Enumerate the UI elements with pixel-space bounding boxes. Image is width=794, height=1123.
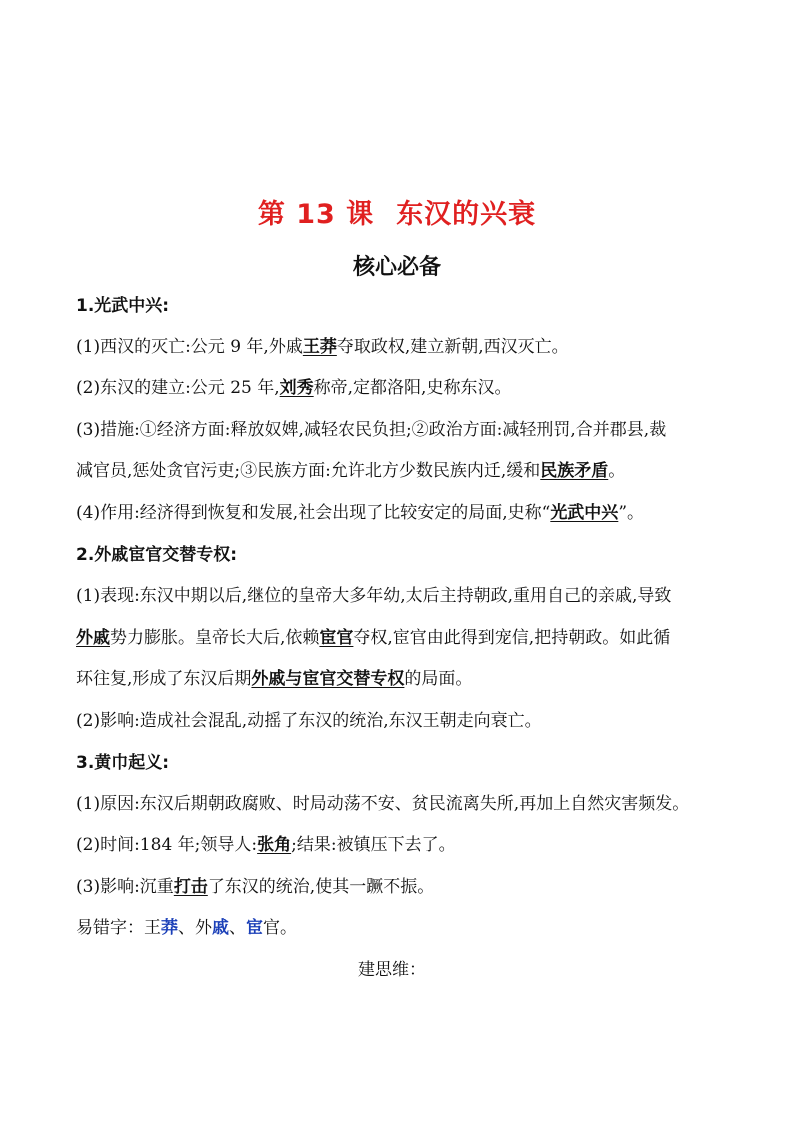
paragraph: (2)时间:184 年;领导人:张角;结果:被镇压下去了。 bbox=[76, 835, 456, 855]
paragraph: (3)影响:沉重打击了东汉的统治,使其一蹶不振。 bbox=[76, 877, 435, 897]
section-heading-2: 2.外戚宦官交替专权: bbox=[76, 545, 238, 565]
paragraph: (1)原因:东汉后期朝政腐败、时局动荡不安、贫民流离失所,再加上自然灾害频发。 bbox=[76, 794, 690, 814]
paragraph: (2)东汉的建立:公元 25 年,刘秀称帝,定都洛阳,史称东汉。 bbox=[76, 378, 512, 398]
keyword: 外戚 bbox=[76, 628, 110, 648]
keyword: 外戚与宦官交替专权 bbox=[251, 669, 405, 689]
section-subtitle: 核心必备 bbox=[352, 255, 441, 280]
keyword: 光武中兴 bbox=[550, 503, 619, 523]
lesson-title bbox=[0, 192, 794, 231]
keyword: 宦官 bbox=[319, 628, 354, 648]
keyword: 张角 bbox=[257, 835, 292, 855]
paragraph: 环往复,形成了东汉后期外戚与宦官交替专权的局面。 bbox=[76, 669, 473, 689]
mindmap-label: 建思维： bbox=[358, 960, 426, 980]
paragraph: 减官员,惩处贪官污吏;③民族方面:允许北方少数民族内迁,缓和民族矛盾。 bbox=[76, 461, 626, 481]
section-heading-1: 1.光武中兴: bbox=[76, 296, 170, 316]
paragraph: (4)作用:经济得到恢复和发展,社会出现了比较安定的局面,史称“光武中兴”。 bbox=[76, 503, 645, 523]
paragraph: (2)影响:造成社会混乱,动摇了东汉的统治,东汉王朝走向衰亡。 bbox=[76, 711, 542, 731]
paragraph: (3)措施:①经济方面:释放奴婢,减轻农民负担;②政治方面:减轻刑罚,合并郡县,裁 bbox=[76, 420, 667, 440]
keyword: 打击 bbox=[173, 877, 208, 897]
typo-char: 莽 bbox=[161, 918, 178, 938]
typo-char: 宦 bbox=[246, 918, 263, 938]
keyword: 民族矛盾 bbox=[540, 461, 609, 481]
paragraph: (1)表现:东汉中期以后,继位的皇帝大多年幼,太后主持朝政,重用自己的亲戚,导致 bbox=[76, 586, 672, 606]
section-heading-3: 3.黄巾起义: bbox=[76, 753, 170, 773]
keyword: 刘秀 bbox=[279, 378, 314, 398]
paragraph: 外戚势力膨胀。皇帝长大后,依赖宦官夺权,宦官由此得到宠信,把持朝政。如此循 bbox=[76, 628, 671, 648]
lesson-number: 第 13 课 bbox=[257, 199, 375, 230]
typo-note: 易错字：王莽、外戚、宦官。 bbox=[76, 918, 297, 938]
keyword: 王莽 bbox=[302, 337, 337, 357]
paragraph: (1)西汉的灭亡:公元 9 年,外戚王莽夺取政权,建立新朝,西汉灭亡。 bbox=[76, 337, 569, 357]
lesson-name: 东汉的兴衰 bbox=[396, 199, 537, 230]
typo-char: 戚 bbox=[212, 918, 229, 938]
